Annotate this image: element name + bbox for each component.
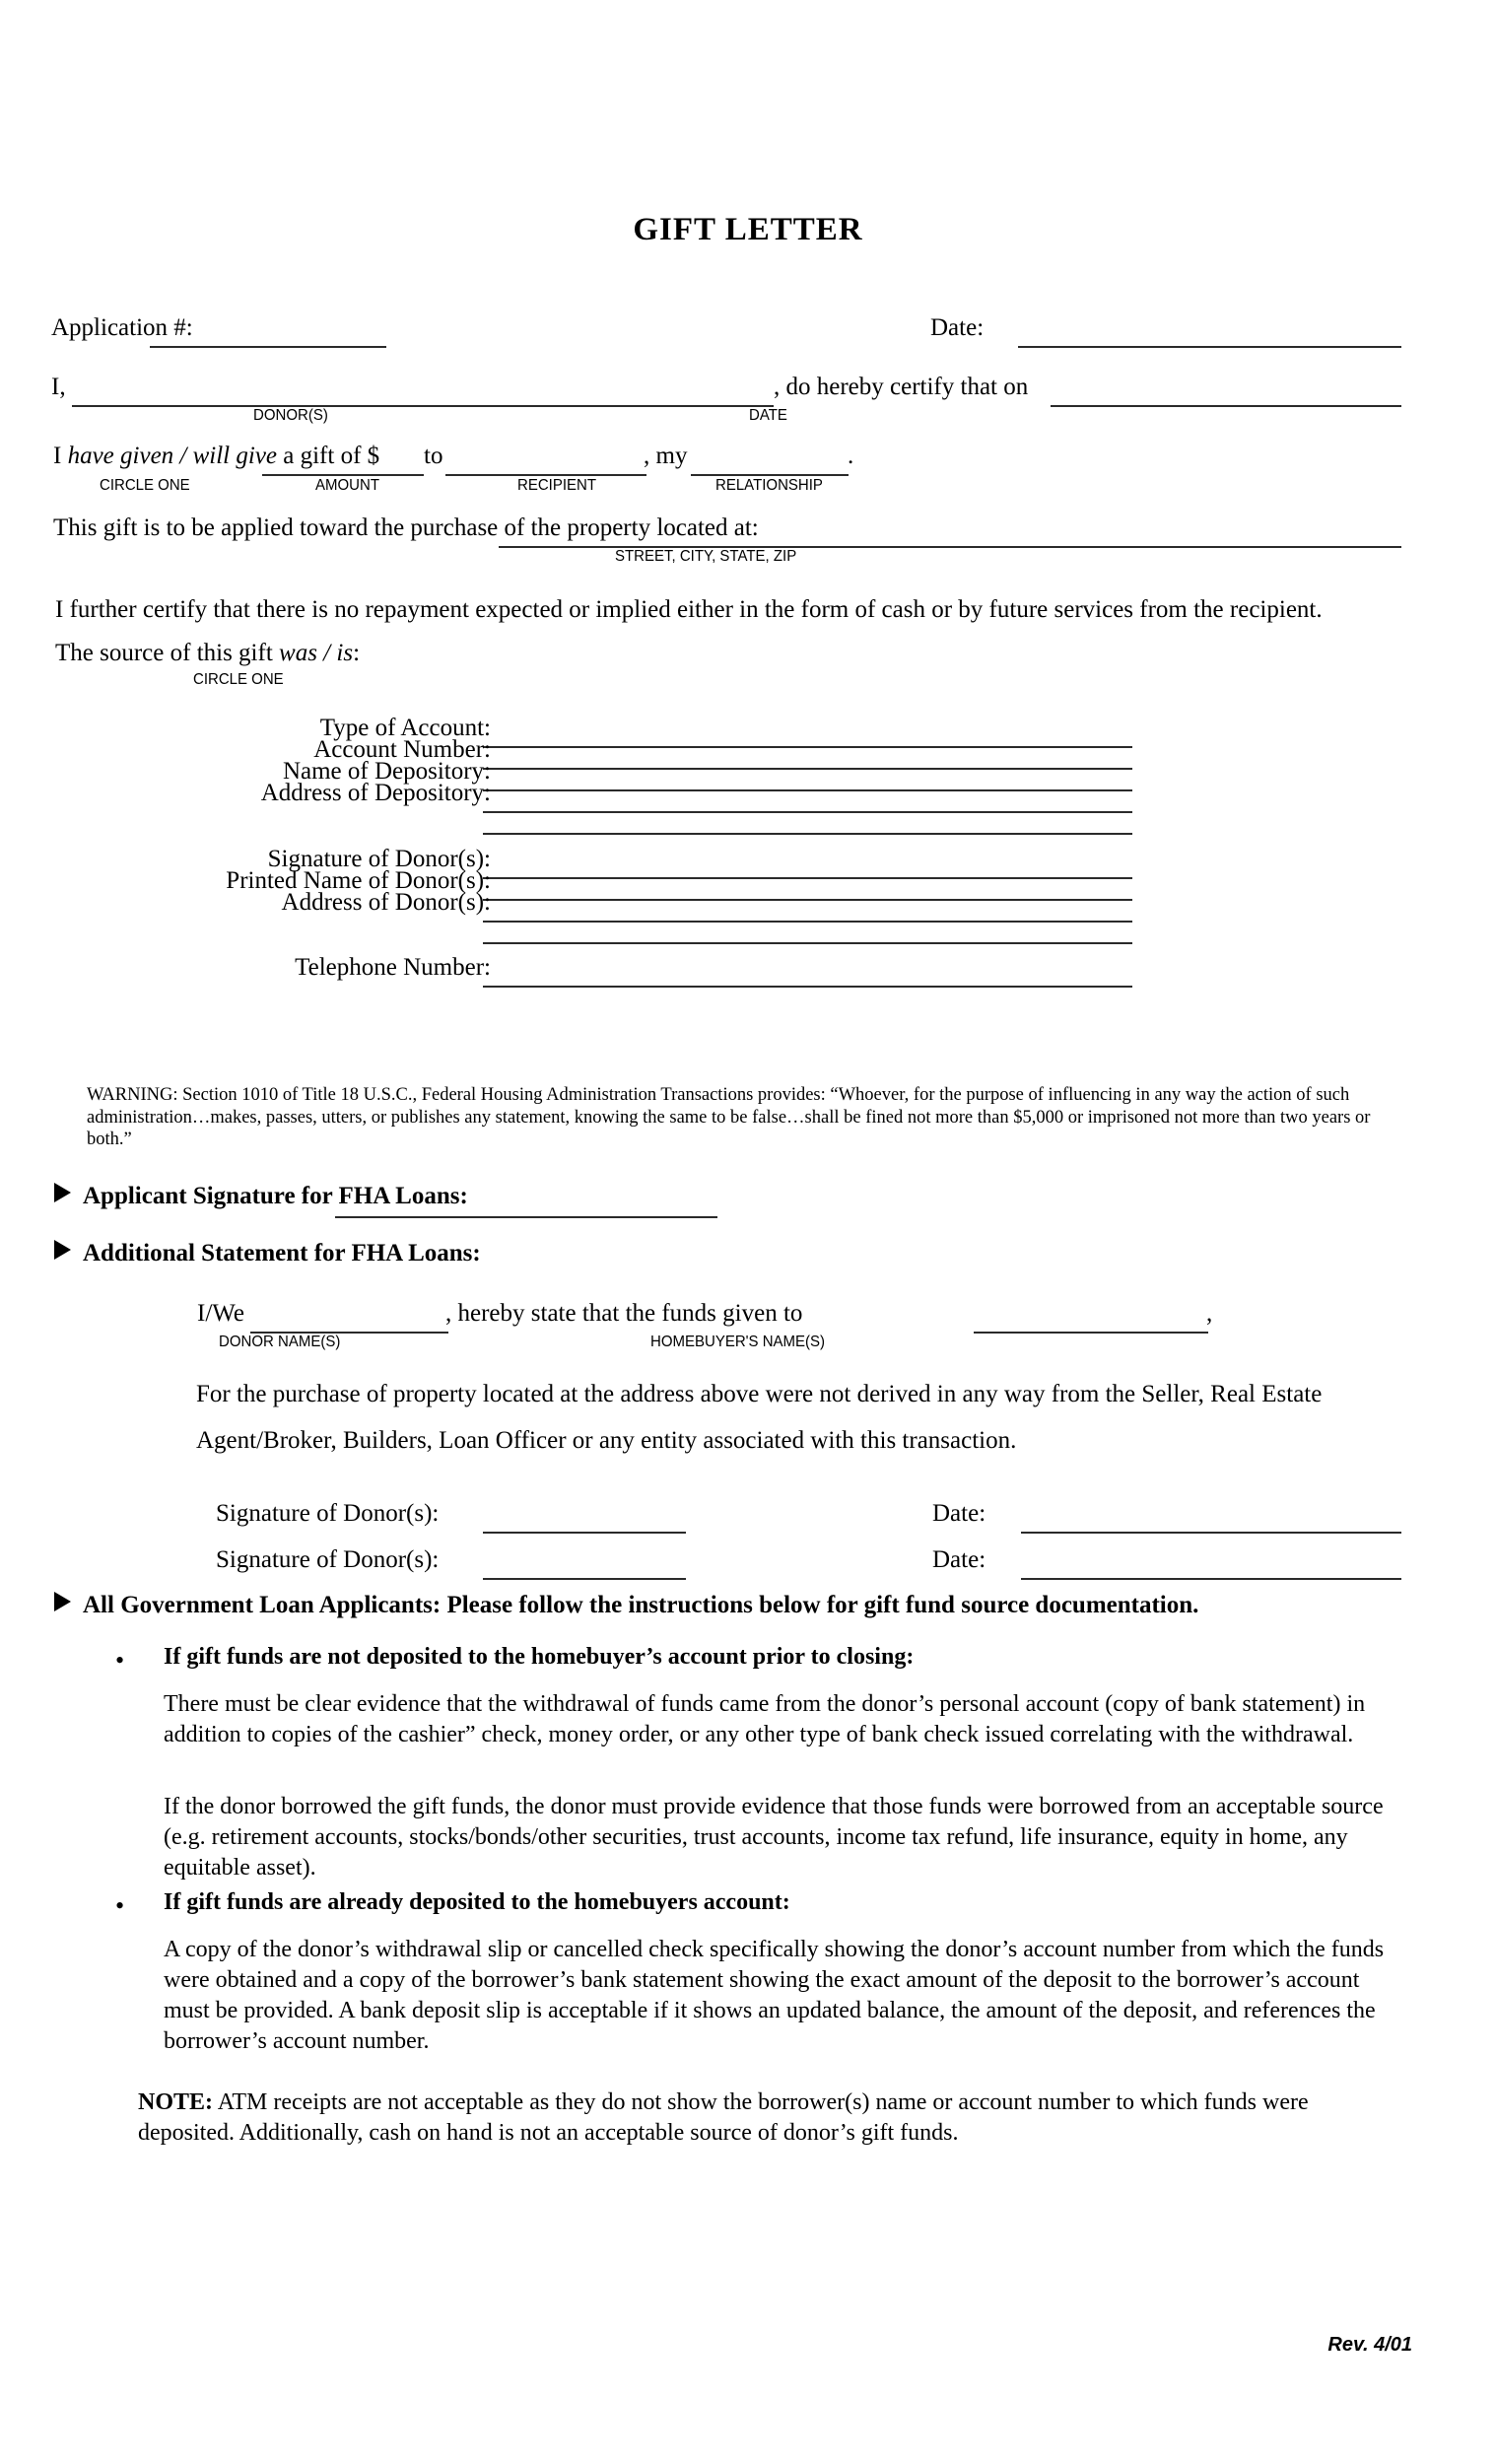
applicant-signature-fha-input[interactable] [335,1216,717,1218]
homebuyer-names-input[interactable] [974,1332,1208,1334]
source-of-gift-suffix: : [353,640,361,666]
fha-date-label-2: Date: [932,1546,986,1573]
gift-line-end: . [848,443,854,469]
fha-signature-label-2: Signature of Donor(s): [216,1546,440,1573]
fha-signature-label-1: Signature of Donor(s): [216,1500,440,1527]
iwe-prefix: I/We [197,1300,244,1327]
bullet-heading-2: If gift funds are already deposited to the homebuyers account: [164,1889,790,1915]
application-number-input[interactable] [150,346,386,348]
amount-caption: AMOUNT [315,476,379,495]
telephone-number-input[interactable] [483,986,1132,988]
field-row-telephone-number [0,952,1496,988]
iwe-middle-text: , hereby state that the funds given to [445,1300,803,1327]
revision-footer: Rev. 4/01 [1327,2334,1412,2356]
government-loan-heading [54,1592,1198,1619]
bullet-paragraph-2-1: A copy of the donor’s withdrawal slip or cancelled check specifically showing the donor’s account number from which the funds were obtained and a copy of the borrower’s bank statement showing the exact amount of the deposit to the borrower’s account must be provided. A bank deposit slip is acceptable if it shows an updated balance, the amount of the deposit, and references the borrower’s account number. [164,1937,1385,2054]
circle-one-caption-gift: CIRCLE ONE [100,476,190,495]
applicant-signature-fha-heading [54,1183,468,1210]
bullet-marker-2: • [115,1891,125,1920]
source-of-gift-prefix: The source of this gift [55,640,280,666]
date-input[interactable] [1018,346,1401,348]
address-of-depository-label: Address of Depository: [260,780,491,806]
address-of-depository-input-2[interactable] [483,833,1132,835]
note-text: ATM receipts are not acceptable as they do not show the borrower(s) name or account number to which funds were deposited. Additionally, cash on hand is not an acceptable source of donor’s gift funds. [138,2089,1309,2146]
gift-line-lead-tail: a gift of $ [277,443,380,469]
page-title: GIFT LETTER [633,212,863,247]
address-of-donors-label: Address of Donor(s): [281,889,491,916]
address-of-donors-input-2[interactable] [483,942,1132,944]
note-block [138,2088,1409,2149]
fha-purchase-line-2: Agent/Broker, Builders, Loan Officer or any entity associated with this transaction. [196,1427,1017,1454]
arrow-right-icon [54,1240,71,1260]
fha-signature-input-1[interactable] [483,1532,686,1534]
source-of-gift-line [55,639,360,667]
fha-warning-text: WARNING: Section 1010 of Title 18 U.S.C., Federal Housing Administration Transactions provides: “Whoever, for the purpose of influencing in any way the action of such administration…makes, passes, utters, or publishes any statement, knowing the same to be false…shall be fined not more than $5,000 or imprisoned not more than two years or both.” [87,1085,1371,1149]
fha-date-label-1: Date: [932,1500,986,1527]
bullet-marker-1: • [115,1646,125,1675]
name-of-depository-label: Name of Depository: [282,758,491,785]
application-number-label: Application #: [51,314,193,341]
bullet-paragraph-1-1: There must be clear evidence that the withdrawal of funds came from the donor’s personal account (copy of bank statement) in addition to copies of the cashier” check, money order, or any other type of bank check issued correlating with the withdrawal. [164,1691,1366,1747]
donor-names-caption: DONOR NAME(S) [219,1333,341,1351]
additional-statement-fha-heading [54,1240,481,1267]
gift-line-my: , my [644,443,688,469]
government-loan-heading-label: All Government Loan Applicants: Please follow the instructions below for gift fund source documentation. [83,1592,1199,1618]
account-number-label: Account Number: [313,736,491,763]
telephone-number-label: Telephone Number: [295,954,491,981]
donors-caption: DONOR(S) [253,406,328,425]
date-caption: DATE [749,406,787,425]
street-city-state-zip-caption: STREET, CITY, STATE, ZIP [615,547,797,566]
donors-name-input[interactable] [72,405,774,407]
additional-statement-fha-label: Additional Statement for FHA Loans: [83,1240,481,1266]
iwe-end: , [1206,1300,1213,1327]
gift-line-to: to [424,443,443,469]
gift-line-circle-choice[interactable]: have given / will give [67,443,278,469]
gift-line-lead-plain: I [53,443,68,469]
signature-of-donors-label: Signature of Donor(s): [267,846,491,872]
property-address-text: This gift is to be applied toward the purchase of the property located at: [53,514,759,541]
fha-purchase-line-1: For the purchase of property located at the address above were not derived in any way from the Seller, Real Estate [196,1381,1323,1407]
certify-date-input[interactable] [1051,405,1401,407]
fha-date-input-1[interactable] [1021,1532,1401,1534]
circle-one-caption-source: CIRCLE ONE [193,670,284,689]
field-row-address-of-depository-2 [0,799,1496,835]
fha-signature-input-2[interactable] [483,1578,686,1580]
applicant-signature-fha-label: Applicant Signature for FHA Loans: [83,1183,468,1209]
type-of-account-label: Type of Account: [319,715,491,741]
note-label: NOTE: [138,2089,214,2115]
arrow-right-icon [54,1592,71,1611]
bullet-paragraph-1-2: If the donor borrowed the gift funds, the donor must provide evidence that those funds were borrowed from an acceptable source (e.g. retirement accounts, stocks/bonds/other securities, trust accounts, income tax refund, life insurance, equity in home, any equitable asset). [164,1794,1384,1881]
arrow-right-icon [54,1183,71,1202]
bullet-heading-1: If gift funds are not deposited to the homebuyer’s account prior to closing: [164,1644,915,1670]
certify-prefix: I, [51,374,66,400]
homebuyer-names-caption: HOMEBUYER'S NAME(S) [650,1333,826,1351]
source-circle-choice[interactable]: was / is [279,640,354,666]
fha-date-input-2[interactable] [1021,1578,1401,1580]
no-repayment-statement: I further certify that there is no repayment expected or implied either in the form of cash or by future services from the recipient. [55,596,1323,623]
printed-name-of-donors-label: Printed Name of Donor(s): [226,867,491,894]
certify-middle-text: , do hereby certify that on [774,374,1029,400]
relationship-caption: RELATIONSHIP [715,476,823,495]
recipient-caption: RECIPIENT [517,476,597,495]
field-row-address-of-donors-2 [0,909,1496,944]
gift-line-lead [53,442,379,470]
date-label: Date: [930,314,985,341]
